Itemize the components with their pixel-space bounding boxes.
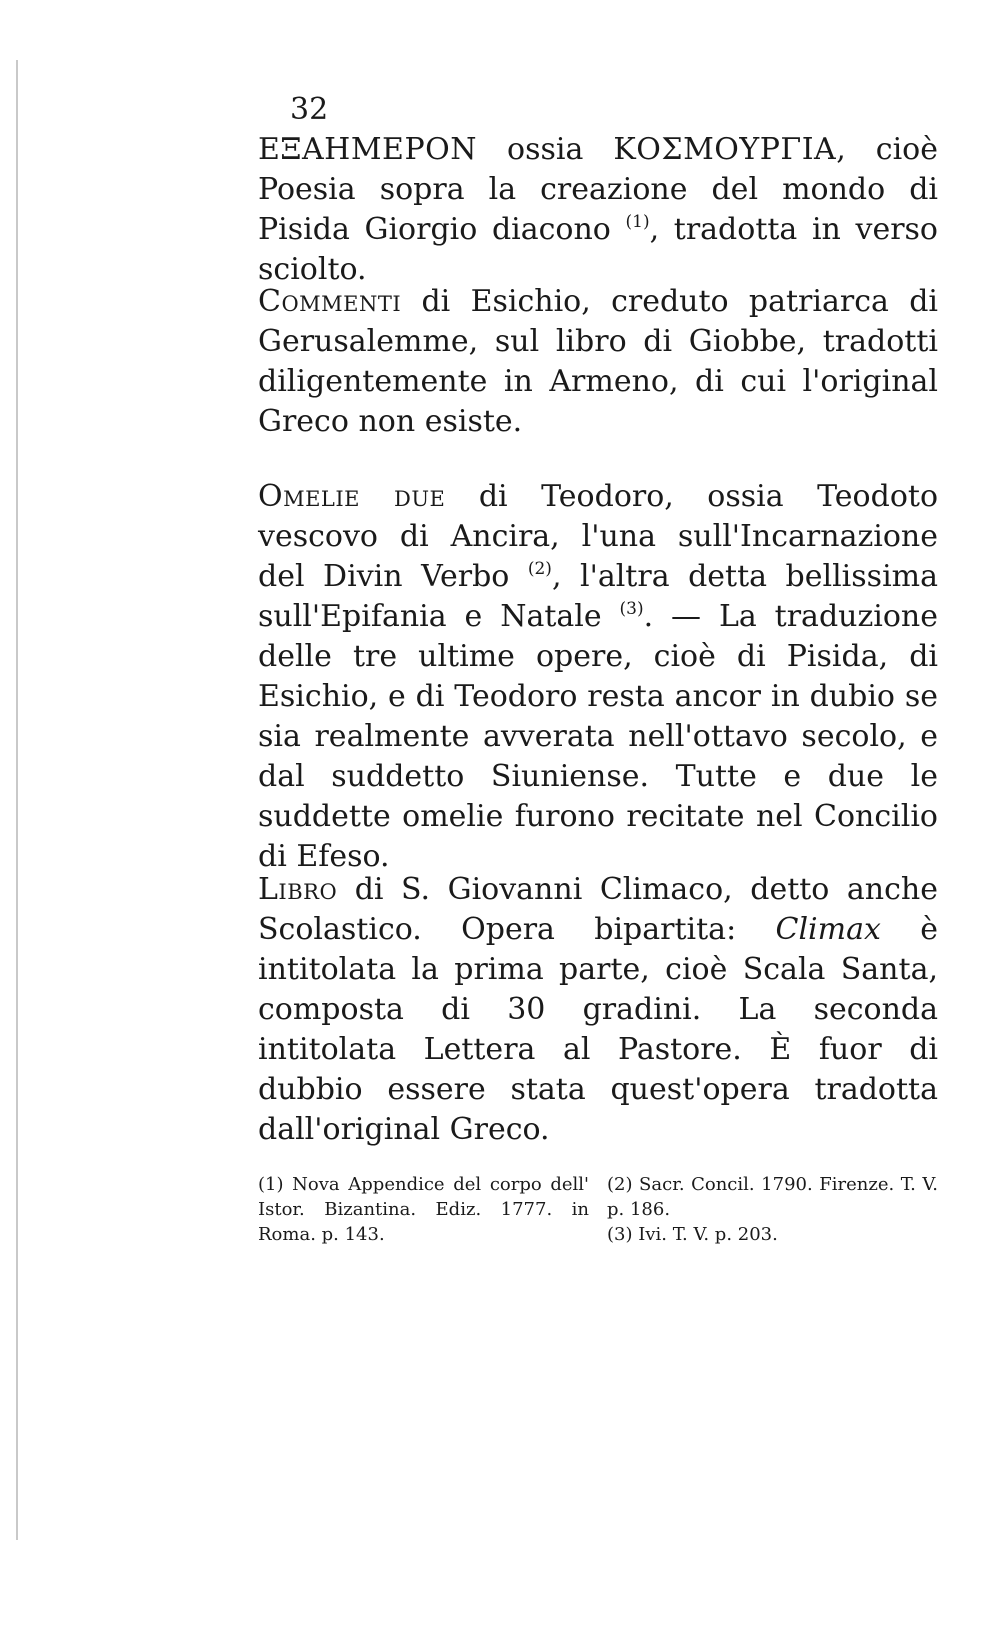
entry-title: Commenti — [258, 284, 402, 319]
footnote-3: (3) Ivi. T. V. p. 203. — [607, 1224, 778, 1245]
entry-hexaemeron: ΕΞΑΗΜΕΡΟΝ ossia ΚΟΣΜΟΥΡΓΙΑ, cioè Poesia sopra la creazione del mondo di Pisida Giorgio diacono $^{(1)}$, tradotta in verso sciolto. — [258, 132, 938, 287]
note-ref-2: (2) — [527, 559, 552, 579]
entry-libro: Libro di S. Giovanni Climaco, detto anche Scolastico. Opera bipartita: Climax è intitolata la prima parte, cioè Scala Santa, composta di 30 gradini. La seconda intitolata Lettera al Pastore. È fuor di dubbio essere stata quest'opera tradotta dall'original Greco. — [258, 872, 938, 1147]
entry-commenti: Commenti di Esichio, creduto patriarca di Gerusalemme, sul libro di Giobbe, tradotti diligentemente in Armeno, di cui l'original Greco non esiste. — [258, 284, 938, 439]
footnotes — [258, 1172, 938, 1247]
note-ref-1: (1) — [625, 212, 650, 232]
note-ref-3: (3) — [619, 599, 644, 619]
entry-omelie: Omelie due di Teodoro, ossia Teodoto vescovo di Ancira, l'una sull'Incarnazione del Divin Verbo $^{(2)}$, l'altra detta bellissima sull'Epifania e Natale $^{(3)}$. — La traduzione delle tre ultime opere, cioè di Pisida, di Esichio, e di Teodoro resta ancor in dubio se sia realmente avverata nell'ottavo secolo, e dal suddetto Siuniense. Tutte e due le suddette omelie furono recitate nel Concilio di Efeso. — [258, 479, 939, 874]
page-number: 32 — [290, 92, 329, 127]
italic-term: Climax — [775, 912, 881, 947]
entry-title-greek-alt: ΚΟΣΜΟΥΡΓΙΑ — [613, 132, 837, 167]
footnote-2: (2) Sacr. Concil. 1790. Firenze. T. V. p. 186. — [607, 1174, 938, 1220]
footnote-column-left — [258, 1172, 589, 1247]
entry-title-greek: ΕΞΑΗΜΕΡΟΝ — [258, 132, 477, 167]
footnote-column-right — [607, 1172, 938, 1247]
page-edge-shadow — [16, 60, 18, 1540]
footnote-1: (1) Nova Appendice del corpo dell' Istor. Bizantina. Ediz. 1777. in Roma. p. 143. — [258, 1174, 589, 1245]
entry-title: Libro — [258, 872, 338, 907]
entry-title: Omelie due — [258, 479, 446, 514]
